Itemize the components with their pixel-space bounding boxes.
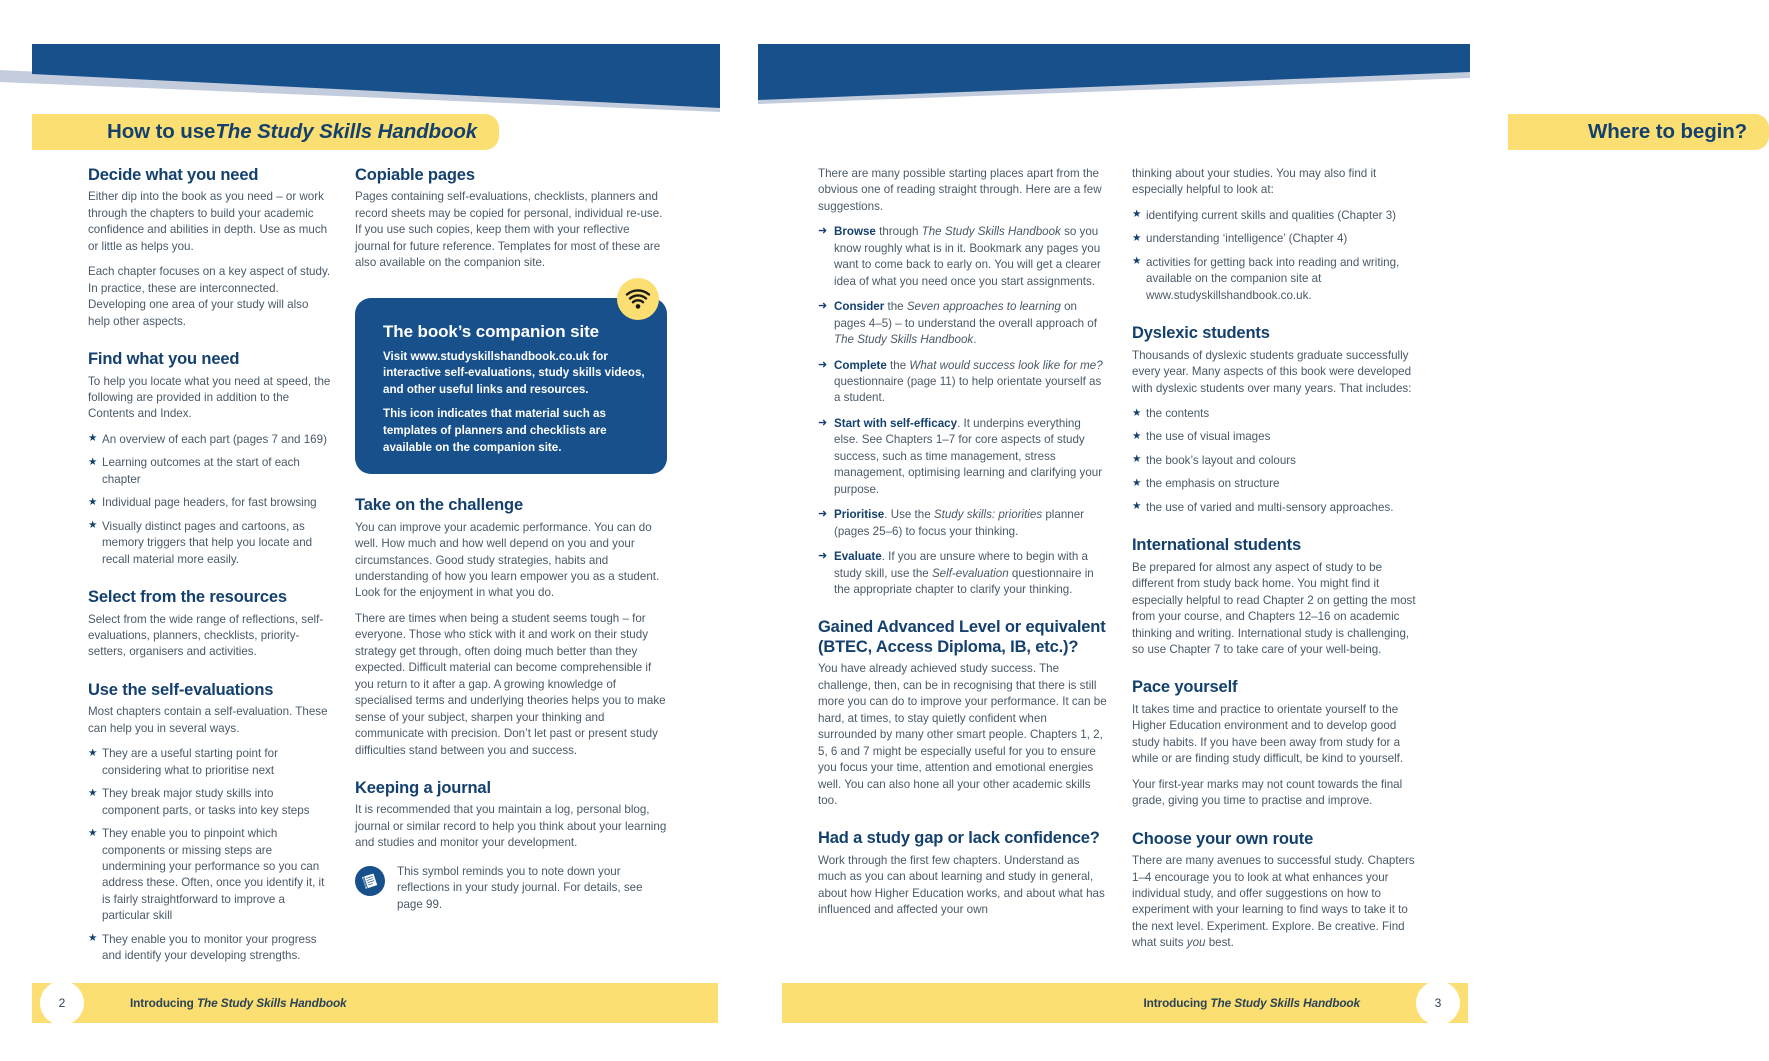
paragraph-decide-2: Each chapter focuses on a key aspect of study. In practice, these are interconnected. Developing one area of your study will also help other aspects. [88,265,331,328]
list-item-complete [818,358,1108,407]
right-page-banner [750,0,1500,115]
list-item: ★ understanding ‘intelligence’ (Chapter 4) [1132,231,1422,247]
list-item: ★ identifying current skills and qualities (Chapter 3) [1132,208,1422,224]
arrow-rest-a: . It underpins everything else. See Chapters 1–7 for core aspects of study success, such as time management, stress management, optimising learning and clarifying your purpose. [834,416,1103,496]
heading-copiable-pages: Copiable pages [355,166,475,184]
list-item: ★ They enable you to pinpoint which components or missing steps are undermining your performance so you can address these. Often, once you identify it, it is fairly straightforward to improve a particular skill [88,826,331,925]
paragraph-dyslexic: Thousands of dyslexic students graduate successfully every year. Many aspects of this book were developed with dyslexic students over many years. That includes: [1132,348,1412,395]
left-page-footer [32,983,718,1023]
left-page-title [32,114,499,150]
choose-route-text-a: There are many avenues to successful study. Chapters 1–4 encourage you to look at what enhances your individual study, and offer suggestions on how to experiment with your learning to find ways to take it to the next level. Experiment. Explore. Be creative. Find what suits [1132,854,1415,950]
right-page-title-text: Where to begin? [1588,120,1748,143]
arrow-italic: Study skills: priorities [933,508,1043,522]
heading-find-what-you-need: Find what you need [88,350,240,369]
arrow-rest-a: through [875,225,922,239]
list-item: ★ the contents [1132,406,1422,422]
heading-international-students: International students [1132,536,1302,555]
footer-text-right [1143,996,1360,1010]
list-item: ★ activities for getting back into reading and writing, available on the companion site at www.studyskillshandbook.co.uk. [1132,255,1422,304]
paragraph-international: Be prepared for almost any aspect of study to be different from study back home. You might find it especially helpful to read Chapter 2 on getting the most from your course, and Chapters 12–16 on academic thinking and writing. International study is challenging, so use Chapter 7 to take care of your well-being. [1132,560,1416,656]
paragraph-select-1: Select from the wide range of reflections, self-evaluations, planners, checklists, priority-setters, organisers and activities. [88,612,324,659]
list-item: ★ Learning outcomes at the start of each chapter [88,455,331,488]
list-item-evaluate [818,549,1108,598]
journal-symbol-note [355,864,667,913]
right-page-footer [782,983,1468,1023]
paragraph-journal-1: It is recommended that you maintain a log, personal blog, journal or similar record to help you think about your learning and studies and monitor your development. [355,803,667,850]
arrow-lead: Evaluate [834,550,882,564]
arrow-rest-a: . If you are unsure where to begin with a study skill, use the [834,550,1088,580]
choose-route-italic: you [1186,936,1206,950]
arrow-rest-b: so you know roughly what is in it. Bookmark any pages you want to come back to early on. You will get a clearer idea of what you need once you start assignments. [834,225,1101,288]
footer-italic-left: The Study Skills Handbook [196,996,347,1010]
list-helpful-to-look-at [1132,208,1422,304]
heading-use-the-self-evaluations: Use the self-evaluations [88,680,274,699]
footer-italic-right: The Study Skills Handbook [1210,996,1360,1010]
list-self-evaluations [88,746,331,964]
arrow-italic: What would success look like for me? [909,358,1103,372]
list-item: ★ the use of varied and multi-sensory approaches. [1132,500,1422,516]
arrow-rest-b: questionnaire in the appropriate chapter to clarify your thinking. [834,566,1094,596]
arrow-italic-2: The Study Skills Handbook [834,333,974,347]
list-item: ★ the book’s layout and colours [1132,453,1422,469]
paragraph-decide-1: Either dip into the book as you need – or work through the chapters to build your academic confidence and abilities in depth. Use as much or little as helps you. [88,190,328,253]
paragraph-continuation: thinking about your studies. You may also find it especially helpful to look at: [1132,167,1377,197]
left-page-title-prefix: How to use [107,120,216,143]
arrow-italic: Self-evaluation [931,566,1009,580]
arrow-rest-a: . Use the [884,508,934,522]
companion-site-title: The book’s companion site [383,321,600,341]
heading-choose-your-own-route: Choose your own route [1132,829,1314,848]
list-item-consider [818,299,1108,348]
arrow-italic: Seven approaches to learning [906,300,1061,314]
paragraph-begin-intro: There are many possible starting places apart from the obvious one of reading straight through. Here are a few suggestions. [818,167,1102,213]
list-item: ★ Visually distinct pages and cartoons, as memory triggers that help you locate and recall material more easily. [88,519,331,568]
paragraph-pace-2: Your first-year marks may not count towards the final grade, giving you time to practise and improve. [1132,777,1403,808]
banner-blue-shape [758,44,1470,100]
list-item-prioritise [818,507,1108,540]
list-item: ★ They are a useful starting point for considering what to prioritise next [88,746,331,779]
heading-take-on-the-challenge: Take on the challenge [355,496,524,515]
companion-site-callout [355,298,667,474]
list-item: ★ An overview of each part (pages 7 and 169) [88,432,331,448]
arrow-italic: The Study Skills Handbook [921,225,1061,239]
arrow-lead: Browse [834,225,876,239]
right-page [750,0,1748,1061]
heading-keeping-a-journal: Keeping a journal [355,779,491,798]
list-find-what-you-need [88,432,331,568]
heading-select-from-the-resources: Select from the resources [88,588,287,607]
left-page-columns [88,166,667,974]
heading-study-gap: Had a study gap or lack confidence? [818,829,1100,848]
arrow-lead: Consider [834,300,885,314]
paragraph-self-eval-1: Most chapters contain a self-evaluation. These can help you in several ways. [88,705,328,735]
list-dyslexic-features [1132,406,1422,516]
list-item-browse [818,224,1108,290]
arrow-rest-a: the [884,300,907,314]
footer-prefix-left: Introducing [130,996,197,1010]
right-column-1 [818,166,1108,952]
page-number-right: 3 [1416,981,1460,1025]
arrow-rest-b: planner (pages 25–6) to focus your thinking. [834,508,1085,538]
paragraph-choose-route [1132,853,1422,952]
arrow-rest-b: questionnaire (page 11) to help orientate yourself as a student. [834,374,1102,405]
right-page-columns [818,166,1422,952]
journal-note-text: This symbol reminds you to note down your reflections in your study journal. For details, see page 99. [397,864,643,911]
wifi-icon [617,278,659,320]
right-page-title [1508,114,1769,150]
list-item: ★ Individual page headers, for fast browsing [88,495,331,511]
left-page-banner [0,0,750,115]
paragraph-challenge-1: You can improve your academic performance. You can do well. How much and how well depend on you and your circumstances. Good study strategies, habits and understanding of how you learn empower you as a student. Look for the enjoyment in what you do. [355,520,660,600]
left-page [0,0,750,1061]
companion-site-paragraph-1: Visit www.studyskillshandbook.co.uk for interactive self-evaluations, study skills videos, and other useful links and resources. [383,349,645,396]
companion-site-box [355,298,667,474]
left-page-title-italic: The Study Skills Handbook [215,120,478,143]
arrow-lead: Complete [834,358,887,372]
heading-pace-yourself: Pace yourself [1132,678,1238,697]
paragraph-advanced-level: You have already achieved study success. The challenge, then, can be in recognising that there is still more you can do to improve your performance. It can be hard, at times, to stay quietly confident when surrounded by many other smart people. Chapters 1, 2, 5, 6 and 7 might be especially useful for you to ensure you focus your time, attention and emotional energies well. You can also hone all your other academic skills too. [818,662,1107,807]
page-number-left: 2 [40,981,84,1025]
arrow-rest-a: the [886,358,910,372]
left-column-2 [355,166,667,974]
heading-decide-what-you-need: Decide what you need [88,166,259,184]
list-item: ★ the emphasis on structure [1132,476,1422,492]
paragraph-study-gap: Work through the first few chapters. Understand as much as you can about learning and study in general, about how Higher Education works, and about what has influenced and affected your own [818,853,1105,917]
list-item: ★ They break major study skills into component parts, or tasks into key steps [88,786,331,819]
footer-prefix-right: Introducing [1143,996,1211,1010]
heading-dyslexic-students: Dyslexic students [1132,324,1270,343]
arrow-lead: Start with self-efficacy [834,416,958,430]
arrow-rest-c: . [973,333,977,347]
left-column-1 [88,166,331,974]
choose-route-text-b: best. [1205,936,1234,950]
list-where-to-begin [818,224,1108,598]
arrow-lead: Prioritise [834,508,885,522]
paragraph-pace-1: It takes time and practice to orientate yourself to the Higher Education environment and to develop good study habits. If you have been away from study for a while or are finding study difficult, be kind to yourself. [1132,702,1404,766]
companion-site-paragraph-2: This icon indicates that material such as templates of planners and checklists are available on the companion site. [383,407,607,454]
right-column-2 [1132,166,1422,952]
paragraph-challenge-2: There are times when being a student seems tough – for everyone. Those who stick with it and work on their study strategy get through, often doing much better than they expected. Difficult material can become comprehensible if you return to it after a gap. A growing knowledge of specialised terms and underlying theories helps you to make sense of your subject, sharpen your thinking and communicate with precision. Don’t let past or present study difficulties stand between you and success. [355,611,666,757]
list-item-self-efficacy [818,416,1108,498]
arrow-rest-b: on pages 4–5) – to understand the overall approach of [834,300,1097,330]
journal-icon [355,866,385,896]
heading-gained-advanced-level: Gained Advanced Level or equivalent (BTEC, Access Diploma, IB, etc.)? [818,618,1106,656]
list-item: ★ They enable you to monitor your progress and identify your developing strengths. [88,932,331,965]
paragraph-copiable-1: Pages containing self-evaluations, checklists, planners and record sheets may be copied for personal, individual re-use. If you use such copies, keep them with your reflective journal for future reference. Templates for most of these are also available on the companion site. [355,190,663,270]
list-item: ★ the use of visual images [1132,429,1422,445]
paragraph-find-1: To help you locate what you need at speed, the following are provided in addition to the Contents and Index. [88,374,331,421]
footer-text-left [130,996,347,1010]
banner-blue-shape [32,44,720,108]
